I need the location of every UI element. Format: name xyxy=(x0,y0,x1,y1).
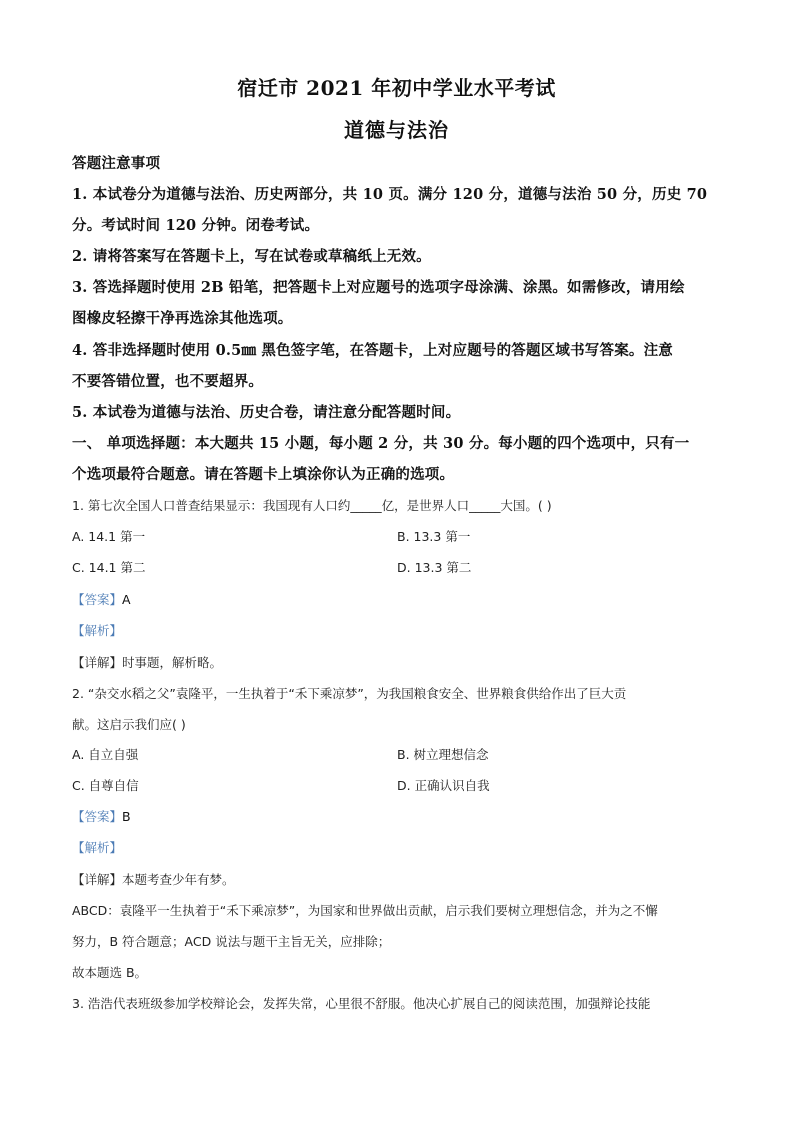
question-1-analysis-label: 【解析】 xyxy=(72,623,123,638)
notice-heading: 答题注意事项 xyxy=(72,155,161,172)
question-3-stem: 3. 浩浩代表班级参加学校辩论会，发挥失常，心里很不舒服。他决心扩展自己的阅读范围，加强辩论技能 xyxy=(72,996,651,1011)
detail-text: 时事题，解析略。 xyxy=(122,655,223,670)
question-2-detail-line: ABCD：袁隆平一生执着于“禾下乘凉梦”，为国家和世界做出贡献，启示我们要树立理想信念，并为之不懈 xyxy=(72,903,658,918)
detail-text: 本题考查少年有梦。 xyxy=(122,872,235,887)
question-2-stem: 2. “杂交水稻之父”袁隆平，一生执着于“禾下乘凉梦”，为我国粮食安全、世界粮食供给作出了巨大贡 xyxy=(72,686,627,701)
question-2-option-d: D. 正确认识自我 xyxy=(397,778,490,793)
question-1-option-a: A. 14.1 第一 xyxy=(72,529,146,544)
notice-line: 图橡皮轻擦干净再选涂其他选项。 xyxy=(72,310,293,327)
question-2-option-a: A. 自立自强 xyxy=(72,747,139,762)
question-2-answer xyxy=(72,807,131,825)
subject-title: 道德与法治 xyxy=(344,118,449,142)
notice-line: 1. 本试卷分为道德与法治、历史两部分，共 10 页。满分 120 分，道德与法治 50 分，历史 70 xyxy=(72,186,708,203)
question-2-detail-line: 故本题选 B。 xyxy=(72,965,148,980)
question-1-option-d: D. 13.3 第二 xyxy=(397,560,472,575)
notice-line: 4. 答非选择题时使用 0.5㎜ 黑色签字笔，在答题卡，上对应题号的答题区域书写答案。注意 xyxy=(72,342,674,359)
question-2-option-b: B. 树立理想信念 xyxy=(397,747,489,762)
question-1-answer xyxy=(72,590,131,608)
question-2-option-c: C. 自尊自信 xyxy=(72,778,139,793)
answer-label: 【答案】 xyxy=(72,592,123,607)
question-2-detail xyxy=(72,870,235,888)
notice-line: 不要答错位置，也不要超界。 xyxy=(72,373,264,390)
answer-value: A xyxy=(122,592,131,607)
question-1-stem: 1. 第七次全国人口普查结果显示：我国现有人口约_____亿，是世界人口_____大国。( ) xyxy=(72,498,552,513)
question-2-analysis-label: 【解析】 xyxy=(72,840,123,855)
notice-line: 5. 本试卷为道德与法治、历史合卷，请注意分配答题时间。 xyxy=(72,404,461,421)
section-heading: 个选项最符合题意。请在答题卡上填涂你认为正确的选项。 xyxy=(72,466,455,483)
detail-label: 【详解】 xyxy=(72,872,123,887)
question-2-stem: 献。这启示我们应( ) xyxy=(72,717,186,732)
notice-line: 3. 答选择题时使用 2B 铅笔，把答题卡上对应题号的选项字母涂满、涂黑。如需修改，请用绘 xyxy=(72,279,685,296)
section-heading: 一、 单项选择题：本大题共 15 小题，每小题 2 分，共 30 分。每小题的四个选项中，只有一 xyxy=(72,435,690,452)
question-1-option-c: C. 14.1 第二 xyxy=(72,560,146,575)
notice-line: 2. 请将答案写在答题卡上，写在试卷或草稿纸上无效。 xyxy=(72,248,431,265)
exam-title: 宿迁市 2021 年初中学业水平考试 xyxy=(237,76,556,100)
question-1-detail xyxy=(72,653,222,671)
question-2-detail-line: 努力，B 符合题意；ACD 说法与题干主旨无关，应排除； xyxy=(72,934,391,949)
question-1-option-b: B. 13.3 第一 xyxy=(397,529,471,544)
answer-label: 【答案】 xyxy=(72,809,123,824)
answer-value: B xyxy=(122,809,131,824)
notice-line: 分。考试时间 120 分钟。闭卷考试。 xyxy=(72,217,320,234)
detail-label: 【详解】 xyxy=(72,655,123,670)
